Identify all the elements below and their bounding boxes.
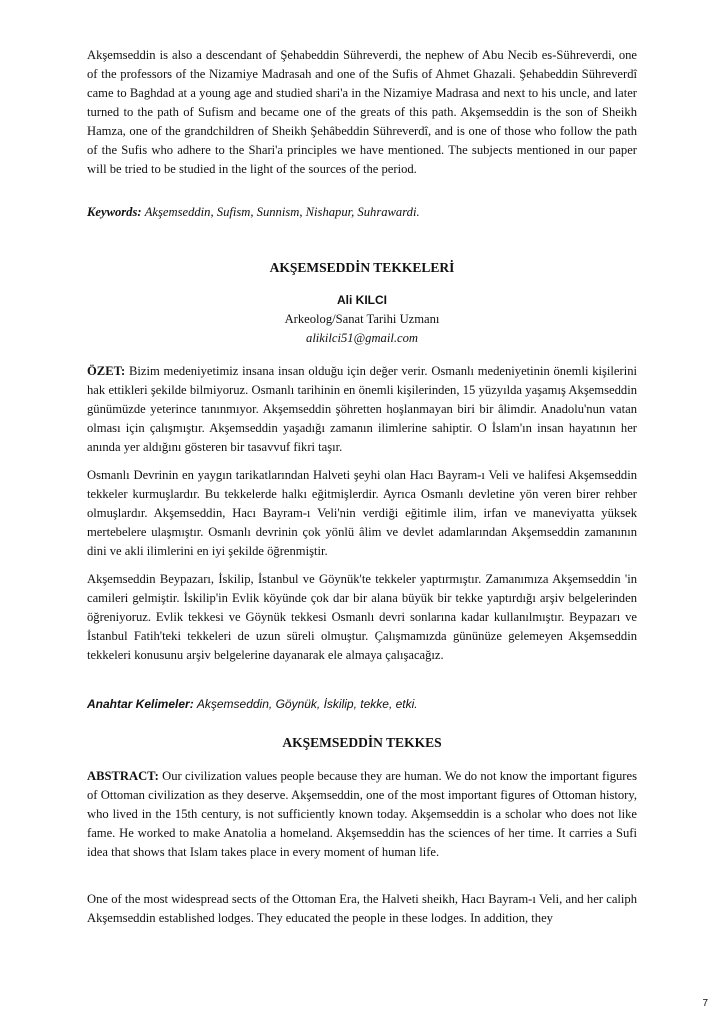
ozet-paragraph-1: [87, 362, 637, 457]
ozet-text-1: Bizim medeniyetimiz insana insan olduğu için değer verir. Osmanlı medeniyetinin önemli kişilerini hak ettikleri şekilde bilmiyoruz. Osmanlı tarihinin en önemli kişilerinden, 15 yüzyılda yaşamış Akşemseddin günümüzde yeterince tanınmıyor. Akşemseddin şöhretten hoşlanmayan biri bir âlimdir. Anadolu'nun vatan olması için çalışmıştır. Akşemseddin yaşadığı zamanın ilimlerine sahiptir. O İslam'ın insan hayatının her anında yer aldığını gösteren bir tasavvuf fikri taşır.: [87, 364, 637, 454]
author-email: alikilci51@gmail.com: [306, 331, 418, 345]
anahtar-label: Anahtar Kelimeler:: [87, 697, 194, 711]
anahtar-line: [87, 695, 637, 714]
turkish-title: AKŞEMSEDDİN TEKKELERİ: [269, 260, 455, 275]
author-name: [87, 291, 637, 310]
abstract-text-1: Our civilization values people because they are human. We do not know the important figures of Ottoman civilization as they deserve. Akşemseddin, one of the most important figures of Ottoman history, who lived in the 15th century, is not sufficiently known today. Akşemseddin is a scholar who does not like fame. He worked to make Anatolia a homeland. Akşemseddin has the sciences of her time. It carries a Sufi idea that shows that Islam takes place in every moment of human life.: [87, 769, 637, 859]
ozet-label: ÖZET:: [87, 364, 126, 378]
english-title: AKŞEMSEDDİN TEKKES: [282, 735, 442, 750]
keywords-label: Keywords:: [87, 205, 142, 219]
abstract-label: ABSTRACT:: [87, 769, 159, 783]
anahtar-text: Akşemseddin, Göynük, İskilip, tekke, etki.: [196, 697, 418, 711]
abstract-paragraph-2: One of the most widespread sects of the Ottoman Era, the Halveti sheikh, Hacı Bayram-ı Veli, and her caliph Akşemseddin established lodges. They educated the people in these lodges. In addition, they: [87, 892, 637, 925]
intro-paragraph: Akşemseddin is also a descendant of Şehabeddin Sühreverdi, the nephew of Abu Necib es-Sühreverdi, one of the professors of the Nizamiye Madrasah and one of the Sufis of Ahmet Ghazali. Şehabeddin Sühreverdî came to Baghdad at a young age and studied shari'a in the Nizamiye Madrasa and next to his uncle, and later turned to the path of Sufism and became one of the greats of this path. Akşemseddin is the son of Sheikh Hamza, one of the grandchildren of Sheikh Şehâbeddin Sühreverdî, and is one of those who follow the path of the Sufis who adhere to the Shari'a principles we have mentioned. The subjects mentioned in our paper will be tried to be studied in the light of the sources of the period.: [87, 48, 637, 176]
ozet-paragraph-2: Osmanlı Devrinin en yaygın tarikatlarından Halveti şeyhi olan Hacı Bayram-ı Veli ve halifesi Akşemseddin tekkeler kurmuşlardır. Bu tekkelerde halkı eğitmişlerdir. Ayrıca Osmanlı devletine yön veren birer rehber olmuşlardır. Akşemseddin, Hacı Bayram-ı Veli'nin verdiği eğitimle ilim, irfan ve maneviyatta yüksek mertebelere ulaşmıştır. Osmanlı devrinin çok yönlü âlim ve devlet adamlarından Akşemseddin zamanının dini ve akli ilimlerini en iyi şekilde öğrenmiştir.: [87, 468, 637, 558]
page-number: 7: [702, 998, 708, 1009]
author-affiliation: Arkeolog/Sanat Tarihi Uzmanı: [284, 312, 440, 326]
author-name-text: Ali KILCI: [337, 293, 387, 307]
ozet-paragraph-3: Akşemseddin Beypazarı, İskilip, İstanbul ve Göynük'te tekkeler yaptırmıştır. Zamanımıza Akşemseddin 'in camileri gelmiştir. İskilip'in Evlik köyünde çok dar bir alana büyük bir tekke yaptırdığı arşiv belgelerinden öğreniyoruz. Evlik tekkesi ve Göynük tekkesi Osmanlı devri sonlarına kadar kullanılmıştır. Beypazarı ve İstanbul Fatih'teki tekkeleri de uzun süreli olmuştur. Çalışmamızda gününüze gelemeyen Akşemseddin tekkeleri konusunu arşiv belgelerine dayanarak ele almaya çalışacağız.: [87, 572, 637, 662]
keywords-text: Akşemseddin, Sufism, Sunnism, Nishapur, Suhrawardi.: [144, 205, 420, 219]
abstract-paragraph-1: [87, 767, 637, 862]
keywords-line: [87, 203, 637, 222]
